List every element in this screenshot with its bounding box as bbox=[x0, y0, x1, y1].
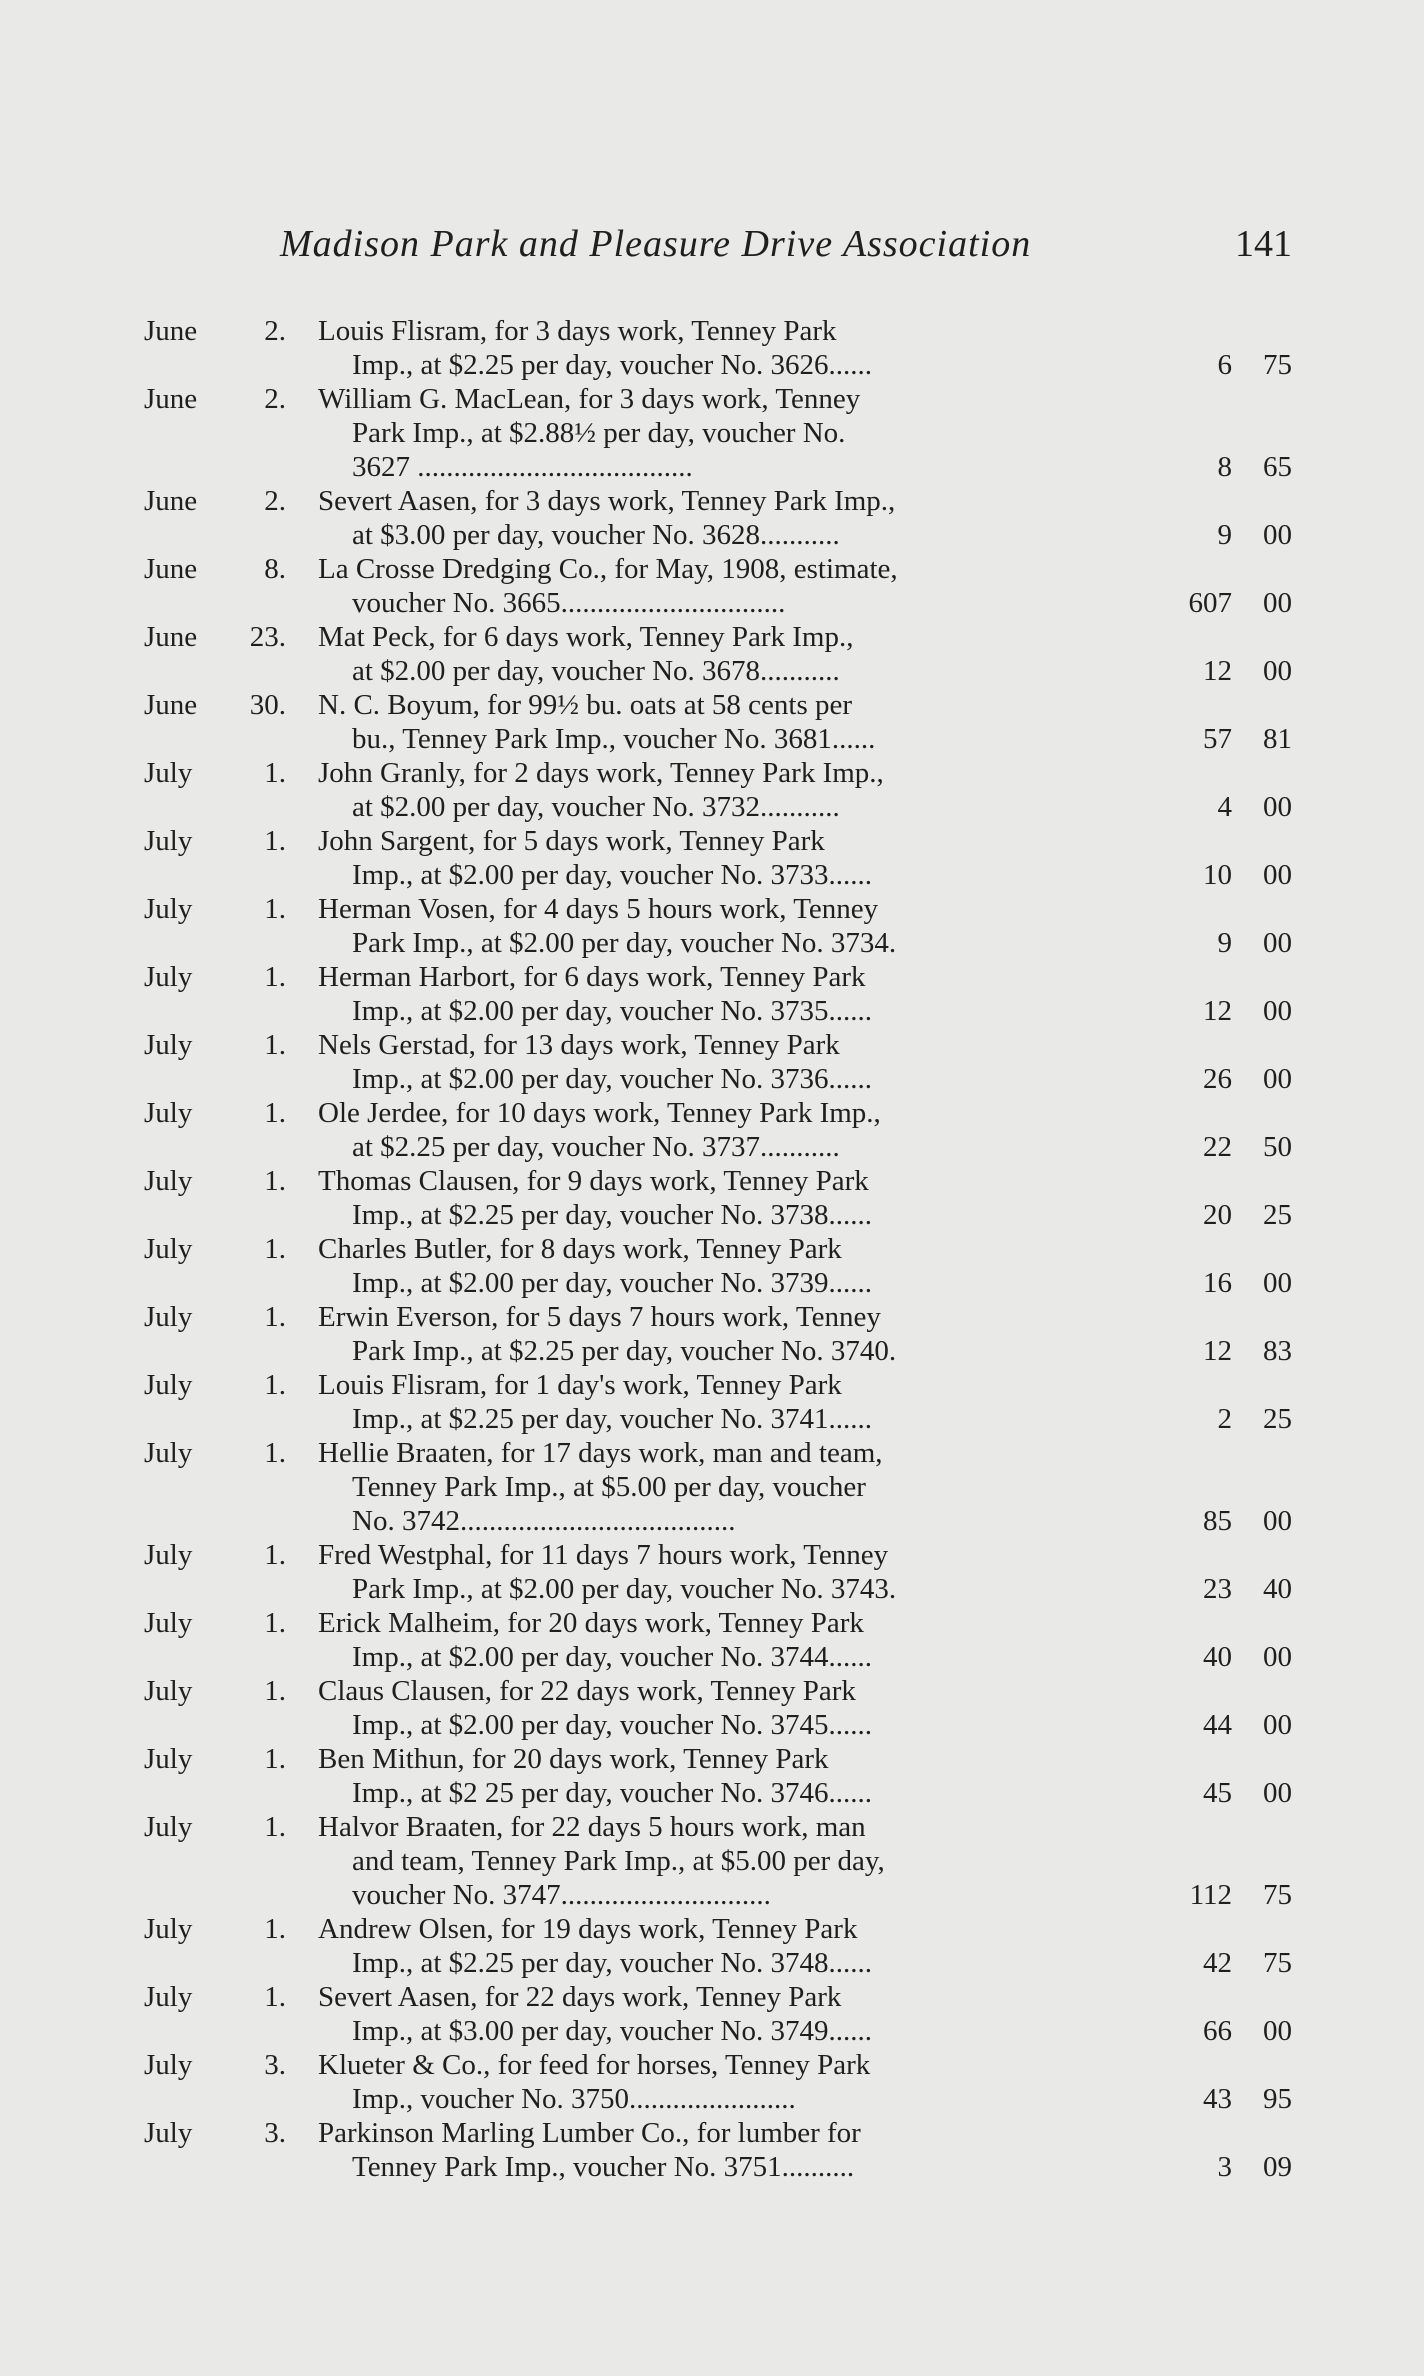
amount-cents: 00 bbox=[1263, 2015, 1292, 2047]
entry-description bbox=[318, 1980, 1114, 2048]
description-line: Charles Butler, for 8 days work, Tenney Park bbox=[318, 1233, 842, 1265]
entry-month: July bbox=[144, 1743, 193, 1775]
entry-month: June bbox=[144, 315, 198, 347]
ledger-entry bbox=[0, 1674, 1424, 1742]
amount-cents: 00 bbox=[1263, 587, 1292, 619]
entry-day: 1. bbox=[264, 1607, 286, 1639]
amount-cents: 00 bbox=[1263, 927, 1292, 959]
description-line: No. 3742...................................... bbox=[352, 1505, 736, 1537]
entry-month: July bbox=[144, 825, 193, 857]
entry-description bbox=[318, 824, 1114, 892]
entry-description bbox=[318, 960, 1114, 1028]
description-line: Imp., at $2.25 per day, voucher No. 3741...... bbox=[352, 1403, 873, 1435]
description-line: Nels Gerstad, for 13 days work, Tenney Park bbox=[318, 1029, 840, 1061]
description-line: Imp., at $2.00 per day, voucher No. 3736...... bbox=[352, 1063, 873, 1095]
amount-dollars: 8 bbox=[1217, 451, 1232, 483]
amount-cents: 95 bbox=[1263, 2083, 1292, 2115]
entry-description bbox=[318, 1606, 1114, 1674]
description-line: at $2.25 per day, voucher No. 3737........... bbox=[352, 1131, 840, 1163]
entry-description bbox=[318, 1232, 1114, 1300]
entry-month: July bbox=[144, 1233, 193, 1265]
entry-month: July bbox=[144, 1029, 193, 1061]
entry-month: July bbox=[144, 1165, 193, 1197]
amount-cents: 00 bbox=[1263, 1505, 1292, 1537]
ledger-entry bbox=[0, 1912, 1424, 1980]
entry-amount bbox=[1203, 1062, 1292, 1096]
entry-description bbox=[318, 756, 1114, 824]
entry-month: June bbox=[144, 485, 198, 517]
entry-description bbox=[318, 382, 1114, 484]
entry-month: July bbox=[144, 1369, 193, 1401]
description-line: John Granly, for 2 days work, Tenney Park Imp., bbox=[318, 757, 884, 789]
description-line: Ben Mithun, for 20 days work, Tenney Park bbox=[318, 1743, 829, 1775]
entry-day: 1. bbox=[264, 1437, 286, 1469]
entry-description bbox=[318, 1300, 1114, 1368]
entry-amount bbox=[1218, 518, 1293, 552]
amount-cents: 25 bbox=[1263, 1199, 1292, 1231]
ledger-entry bbox=[0, 1164, 1424, 1232]
description-line: Imp., at $2.00 per day, voucher No. 3733...... bbox=[352, 859, 873, 891]
page-title: Madison Park and Pleasure Drive Association bbox=[280, 223, 1032, 265]
description-line: Erick Malheim, for 20 days work, Tenney Park bbox=[318, 1607, 864, 1639]
entry-month: June bbox=[144, 553, 198, 585]
ledger-entry bbox=[0, 620, 1424, 688]
entry-day: 1. bbox=[264, 1097, 286, 1129]
ledger-entry bbox=[0, 688, 1424, 756]
amount-cents: 75 bbox=[1263, 349, 1292, 381]
description-line: Mat Peck, for 6 days work, Tenney Park Imp., bbox=[318, 621, 854, 653]
entry-month: July bbox=[144, 1301, 193, 1333]
entry-amount bbox=[1203, 654, 1292, 688]
amount-dollars: 22 bbox=[1203, 1131, 1232, 1163]
amount-dollars: 40 bbox=[1203, 1641, 1232, 1673]
description-line: Ole Jerdee, for 10 days work, Tenney Park Imp., bbox=[318, 1097, 881, 1129]
amount-dollars: 4 bbox=[1217, 791, 1232, 823]
entry-description bbox=[318, 484, 1114, 552]
ledger-entry bbox=[0, 1028, 1424, 1096]
ledger-entry bbox=[0, 314, 1424, 382]
description-line: Imp., at $2.25 per day, voucher No. 3626...... bbox=[352, 349, 873, 381]
amount-cents: 81 bbox=[1263, 723, 1292, 755]
entry-amount bbox=[1203, 1198, 1292, 1232]
entry-amount bbox=[1190, 1878, 1292, 1912]
entry-month: July bbox=[144, 2049, 193, 2081]
amount-dollars: 45 bbox=[1203, 1777, 1232, 1809]
description-line: La Crosse Dredging Co., for May, 1908, estimate, bbox=[318, 553, 898, 585]
amount-dollars: 9 bbox=[1217, 927, 1232, 959]
running-header bbox=[280, 222, 1292, 272]
entry-description bbox=[318, 1674, 1114, 1742]
page-number: 141 bbox=[1235, 223, 1292, 265]
entry-month: July bbox=[144, 1675, 193, 1707]
amount-dollars: 16 bbox=[1203, 1267, 1232, 1299]
description-line: Andrew Olsen, for 19 days work, Tenney Park bbox=[318, 1913, 858, 1945]
entry-day: 2. bbox=[264, 485, 286, 517]
entry-month: July bbox=[144, 893, 193, 925]
ledger-entry bbox=[0, 1606, 1424, 1674]
amount-cents: 65 bbox=[1263, 451, 1292, 483]
ledger-entry bbox=[0, 1810, 1424, 1912]
ledger-entry bbox=[0, 892, 1424, 960]
amount-dollars: 12 bbox=[1203, 655, 1232, 687]
amount-dollars: 607 bbox=[1188, 587, 1232, 619]
description-line: Parkinson Marling Lumber Co., for lumber for bbox=[318, 2117, 861, 2149]
entry-description bbox=[318, 892, 1114, 960]
ledger-entry bbox=[0, 1300, 1424, 1368]
entry-description bbox=[318, 1912, 1114, 1980]
description-line: Park Imp., at $2.00 per day, voucher No. 3743. bbox=[352, 1573, 897, 1605]
amount-cents: 00 bbox=[1263, 1641, 1292, 1673]
entry-description bbox=[318, 1538, 1114, 1606]
entry-amount bbox=[1203, 1334, 1292, 1368]
entry-month: June bbox=[144, 383, 198, 415]
entry-amount bbox=[1203, 2014, 1292, 2048]
entry-description bbox=[318, 1742, 1114, 1810]
description-line: Severt Aasen, for 22 days work, Tenney Park bbox=[318, 1981, 842, 2013]
entry-description bbox=[318, 688, 1114, 756]
entry-amount bbox=[1203, 1946, 1292, 1980]
description-line: Klueter & Co., for feed for horses, Tenney Park bbox=[318, 2049, 871, 2081]
entry-day: 1. bbox=[264, 1165, 286, 1197]
description-line: voucher No. 3747............................. bbox=[352, 1879, 771, 1911]
entry-day: 1. bbox=[264, 1913, 286, 1945]
amount-cents: 00 bbox=[1263, 859, 1292, 891]
entry-day: 1. bbox=[264, 1743, 286, 1775]
entry-day: 1. bbox=[264, 1233, 286, 1265]
amount-dollars: 10 bbox=[1203, 859, 1232, 891]
description-line: Thomas Clausen, for 9 days work, Tenney Park bbox=[318, 1165, 869, 1197]
ledger-entry bbox=[0, 1096, 1424, 1164]
entry-day: 2. bbox=[264, 315, 286, 347]
ledger-entry bbox=[0, 1232, 1424, 1300]
entry-day: 1. bbox=[264, 1981, 286, 2013]
amount-cents: 40 bbox=[1263, 1573, 1292, 1605]
entry-day: 23. bbox=[249, 621, 286, 653]
description-line: Imp., at $2.00 per day, voucher No. 3745...... bbox=[352, 1709, 873, 1741]
description-line: William G. MacLean, for 3 days work, Tenney bbox=[318, 383, 861, 415]
ledger-entry bbox=[0, 960, 1424, 1028]
entry-day: 3. bbox=[264, 2049, 286, 2081]
entry-amount bbox=[1218, 790, 1293, 824]
amount-cents: 75 bbox=[1263, 1947, 1292, 1979]
description-line: Hellie Braaten, for 17 days work, man and team, bbox=[318, 1437, 883, 1469]
entry-amount bbox=[1203, 1708, 1292, 1742]
amount-dollars: 42 bbox=[1203, 1947, 1232, 1979]
entry-day: 1. bbox=[264, 1369, 286, 1401]
amount-cents: 00 bbox=[1263, 1709, 1292, 1741]
description-line: Imp., at $2.00 per day, voucher No. 3735...... bbox=[352, 995, 873, 1027]
description-line: Tenney Park Imp., at $5.00 per day, voucher bbox=[352, 1471, 866, 1503]
amount-dollars: 3 bbox=[1217, 2151, 1232, 2183]
entry-description bbox=[318, 1810, 1114, 1912]
amount-cents: 50 bbox=[1263, 1131, 1292, 1163]
entry-amount bbox=[1203, 1776, 1292, 1810]
description-line: Imp., at $3.00 per day, voucher No. 3749...... bbox=[352, 2015, 873, 2047]
entry-month: July bbox=[144, 1607, 193, 1639]
amount-cents: 00 bbox=[1263, 1777, 1292, 1809]
entry-amount bbox=[1203, 1266, 1292, 1300]
ledger-entry bbox=[0, 756, 1424, 824]
entry-day: 1. bbox=[264, 893, 286, 925]
entry-day: 1. bbox=[264, 757, 286, 789]
description-line: Imp., at $2.25 per day, voucher No. 3748...... bbox=[352, 1947, 873, 1979]
amount-dollars: 6 bbox=[1217, 349, 1232, 381]
amount-cents: 00 bbox=[1263, 995, 1292, 1027]
ledger-entry bbox=[0, 1368, 1424, 1436]
description-line: voucher No. 3665............................... bbox=[352, 587, 786, 619]
ledger-entry bbox=[0, 1538, 1424, 1606]
amount-dollars: 112 bbox=[1189, 1879, 1232, 1911]
amount-cents: 83 bbox=[1263, 1335, 1292, 1367]
entry-description bbox=[318, 620, 1114, 688]
amount-cents: 00 bbox=[1263, 1267, 1292, 1299]
amount-dollars: 2 bbox=[1217, 1403, 1232, 1435]
entry-day: 1. bbox=[264, 961, 286, 993]
amount-cents: 00 bbox=[1263, 791, 1292, 823]
entry-amount bbox=[1218, 926, 1293, 960]
ledger-entries bbox=[0, 314, 1424, 2184]
amount-dollars: 66 bbox=[1203, 2015, 1232, 2047]
description-line: Erwin Everson, for 5 days 7 hours work, Tenney bbox=[318, 1301, 881, 1333]
entry-day: 1. bbox=[264, 1301, 286, 1333]
description-line: Herman Harbort, for 6 days work, Tenney Park bbox=[318, 961, 866, 993]
description-line: Halvor Braaten, for 22 days 5 hours work, man bbox=[318, 1811, 866, 1843]
entry-description bbox=[318, 1028, 1114, 1096]
entry-day: 3. bbox=[264, 2117, 286, 2149]
entry-amount bbox=[1203, 2082, 1292, 2116]
entry-amount bbox=[1203, 1572, 1292, 1606]
amount-cents: 25 bbox=[1263, 1403, 1292, 1435]
amount-cents: 09 bbox=[1263, 2151, 1292, 2183]
entry-amount bbox=[1218, 348, 1293, 382]
description-line: N. C. Boyum, for 99½ bu. oats at 58 cents per bbox=[318, 689, 853, 721]
ledger-entry bbox=[0, 1980, 1424, 2048]
description-line: Claus Clausen, for 22 days work, Tenney Park bbox=[318, 1675, 856, 1707]
ledger-entry bbox=[0, 2048, 1424, 2116]
entry-amount bbox=[1218, 1402, 1293, 1436]
entry-month: July bbox=[144, 1437, 193, 1469]
entry-day: 2. bbox=[264, 383, 286, 415]
description-line: Park Imp., at $2.88½ per day, voucher No. bbox=[352, 417, 846, 449]
description-line: Fred Westphal, for 11 days 7 hours work, Tenney bbox=[318, 1539, 889, 1571]
entry-amount bbox=[1203, 994, 1292, 1028]
amount-cents: 75 bbox=[1263, 1879, 1292, 1911]
entry-description bbox=[318, 1096, 1114, 1164]
description-line: Severt Aasen, for 3 days work, Tenney Park Imp., bbox=[318, 485, 896, 517]
entry-day: 1. bbox=[264, 825, 286, 857]
description-line: Imp., at $2 25 per day, voucher No. 3746...... bbox=[352, 1777, 873, 1809]
amount-dollars: 44 bbox=[1203, 1709, 1232, 1741]
amount-dollars: 43 bbox=[1203, 2083, 1232, 2115]
description-line: at $2.00 per day, voucher No. 3678........... bbox=[352, 655, 840, 687]
amount-cents: 00 bbox=[1263, 655, 1292, 687]
description-line: Tenney Park Imp., voucher No. 3751.......... bbox=[352, 2151, 855, 2183]
ledger-entry bbox=[0, 484, 1424, 552]
amount-cents: 00 bbox=[1263, 519, 1292, 551]
entry-month: July bbox=[144, 1981, 193, 2013]
description-line: Imp., at $2.00 per day, voucher No. 3739...... bbox=[352, 1267, 873, 1299]
amount-dollars: 12 bbox=[1203, 995, 1232, 1027]
ledger-entry bbox=[0, 824, 1424, 892]
amount-dollars: 23 bbox=[1203, 1573, 1232, 1605]
description-line: Park Imp., at $2.25 per day, voucher No. 3740. bbox=[352, 1335, 897, 1367]
amount-dollars: 12 bbox=[1203, 1335, 1232, 1367]
entry-amount bbox=[1218, 2150, 1293, 2184]
description-line: 3627 ...................................... bbox=[352, 451, 693, 483]
entry-description bbox=[318, 2048, 1114, 2116]
description-line: Herman Vosen, for 4 days 5 hours work, Tenney bbox=[318, 893, 879, 925]
ledger-entry bbox=[0, 382, 1424, 484]
entry-description bbox=[318, 1368, 1114, 1436]
description-line: Imp., at $2.25 per day, voucher No. 3738...... bbox=[352, 1199, 873, 1231]
entry-month: July bbox=[144, 1539, 193, 1571]
entry-month: July bbox=[144, 1097, 193, 1129]
entry-amount bbox=[1203, 1504, 1292, 1538]
amount-dollars: 9 bbox=[1217, 519, 1232, 551]
entry-day: 8. bbox=[264, 553, 286, 585]
amount-cents: 00 bbox=[1263, 1063, 1292, 1095]
description-line: and team, Tenney Park Imp., at $5.00 per day, bbox=[352, 1845, 885, 1877]
entry-amount bbox=[1203, 1130, 1292, 1164]
description-line: Imp., at $2.00 per day, voucher No. 3744...... bbox=[352, 1641, 873, 1673]
amount-dollars: 26 bbox=[1203, 1063, 1232, 1095]
entry-month: July bbox=[144, 1811, 193, 1843]
description-line: bu., Tenney Park Imp., voucher No. 3681...... bbox=[352, 723, 876, 755]
ledger-entry bbox=[0, 2116, 1424, 2184]
entry-month: July bbox=[144, 1913, 193, 1945]
entry-description bbox=[318, 1436, 1114, 1538]
entry-day: 1. bbox=[264, 1811, 286, 1843]
entry-description bbox=[318, 552, 1114, 620]
ledger-entry bbox=[0, 1742, 1424, 1810]
entry-month: July bbox=[144, 2117, 193, 2149]
amount-dollars: 85 bbox=[1203, 1505, 1232, 1537]
entry-day: 1. bbox=[264, 1029, 286, 1061]
description-line: Louis Flisram, for 1 day's work, Tenney Park bbox=[318, 1369, 842, 1401]
entry-day: 1. bbox=[264, 1675, 286, 1707]
entry-month: July bbox=[144, 757, 193, 789]
entry-month: June bbox=[144, 621, 198, 653]
description-line: at $2.00 per day, voucher No. 3732........... bbox=[352, 791, 840, 823]
entry-amount bbox=[1203, 858, 1292, 892]
entry-amount bbox=[1189, 586, 1293, 620]
entry-month: June bbox=[144, 689, 198, 721]
entry-amount bbox=[1203, 1640, 1292, 1674]
entry-description bbox=[318, 314, 1114, 382]
ledger-entry bbox=[0, 552, 1424, 620]
amount-dollars: 20 bbox=[1203, 1199, 1232, 1231]
entry-amount bbox=[1203, 722, 1292, 756]
entry-amount bbox=[1218, 450, 1293, 484]
amount-dollars: 57 bbox=[1203, 723, 1232, 755]
entry-day: 30. bbox=[249, 689, 286, 721]
description-line: Louis Flisram, for 3 days work, Tenney Park bbox=[318, 315, 837, 347]
entry-description bbox=[318, 1164, 1114, 1232]
entry-description bbox=[318, 2116, 1114, 2184]
entry-month: July bbox=[144, 961, 193, 993]
description-line: John Sargent, for 5 days work, Tenney Park bbox=[318, 825, 825, 857]
description-line: at $3.00 per day, voucher No. 3628........... bbox=[352, 519, 840, 551]
entry-day: 1. bbox=[264, 1539, 286, 1571]
description-line: Imp., voucher No. 3750....................... bbox=[352, 2083, 796, 2115]
description-line: Park Imp., at $2.00 per day, voucher No. 3734. bbox=[352, 927, 897, 959]
ledger-entry bbox=[0, 1436, 1424, 1538]
